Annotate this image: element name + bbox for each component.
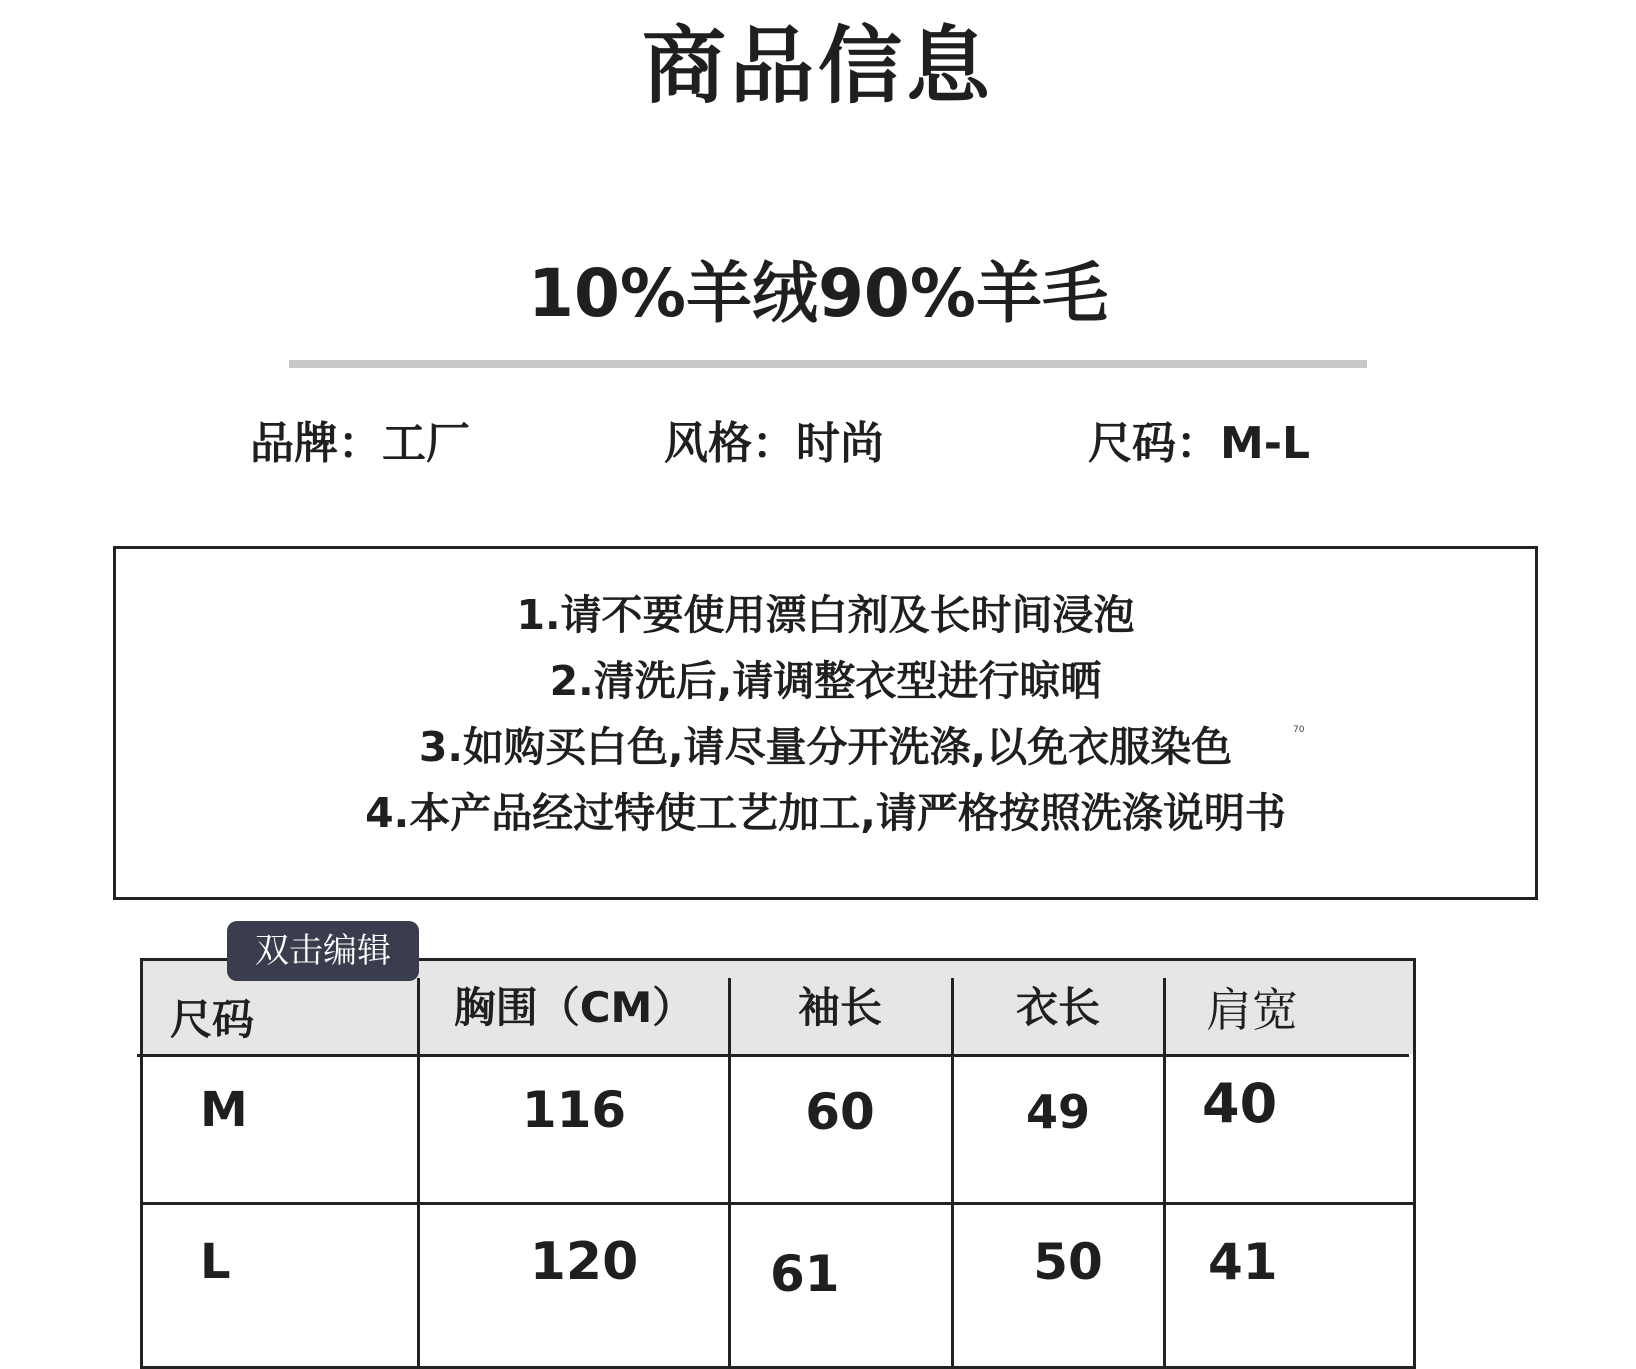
section-divider [289, 360, 1367, 368]
care-mark: 70 [1293, 725, 1305, 735]
table-header-sleeve: 袖长 [797, 983, 882, 1032]
table-header-size: 尺码 [170, 995, 255, 1044]
table-header-length: 衣长 [1015, 983, 1100, 1032]
table-right-rule [1413, 958, 1416, 1369]
table-header-shoulder: 肩宽 [1206, 983, 1298, 1037]
page-title: 商品信息 [641, 17, 994, 115]
table-cell-m-length: 49 [1025, 1085, 1090, 1139]
table-header-chest: 胸围（CM） [453, 983, 695, 1032]
size-attribute: 尺码：M-L [1088, 418, 1311, 469]
table-cell-m-sleeve: 60 [805, 1083, 875, 1141]
table-row-rule [140, 1202, 1416, 1205]
table-header-rule [137, 1054, 1409, 1057]
brand-attribute: 品牌：工厂 [250, 418, 470, 469]
table-col-rule-3 [951, 978, 954, 1369]
table-col-rule-2 [728, 978, 731, 1369]
care-instruction-4: 4.本产品经过特使工艺加工,请严格按照洗涤说明书 [365, 789, 1286, 837]
table-cell-l-sleeve: 61 [770, 1245, 840, 1303]
care-instruction-2: 2.清洗后,请调整衣型进行晾晒 [549, 657, 1102, 705]
care-instructions-box [113, 546, 1538, 900]
table-cell-l-length: 50 [1033, 1233, 1103, 1291]
table-cell-m-chest: 116 [521, 1081, 627, 1139]
table-cell-l-shoulder: 41 [1208, 1233, 1278, 1291]
style-attribute: 风格：时尚 [664, 418, 884, 469]
table-cell-l-size: L [200, 1234, 231, 1290]
care-instruction-1: 1.请不要使用漂白剂及长时间浸泡 [516, 591, 1135, 639]
size-table [140, 958, 1416, 1369]
double-click-edit-badge[interactable]: 双击编辑 [227, 921, 419, 981]
table-cell-m-size: M [200, 1082, 248, 1138]
table-left-rule [140, 958, 143, 1369]
care-instruction-3: 3.如购买白色,请尽量分开洗涤,以免衣服染色 [418, 723, 1233, 771]
table-col-rule-1 [417, 978, 420, 1369]
material-subtitle: 10%羊绒90%羊毛 [528, 255, 1108, 332]
table-col-rule-4 [1163, 978, 1166, 1369]
table-cell-l-chest: 120 [529, 1232, 639, 1292]
table-cell-m-shoulder: 40 [1202, 1072, 1278, 1135]
